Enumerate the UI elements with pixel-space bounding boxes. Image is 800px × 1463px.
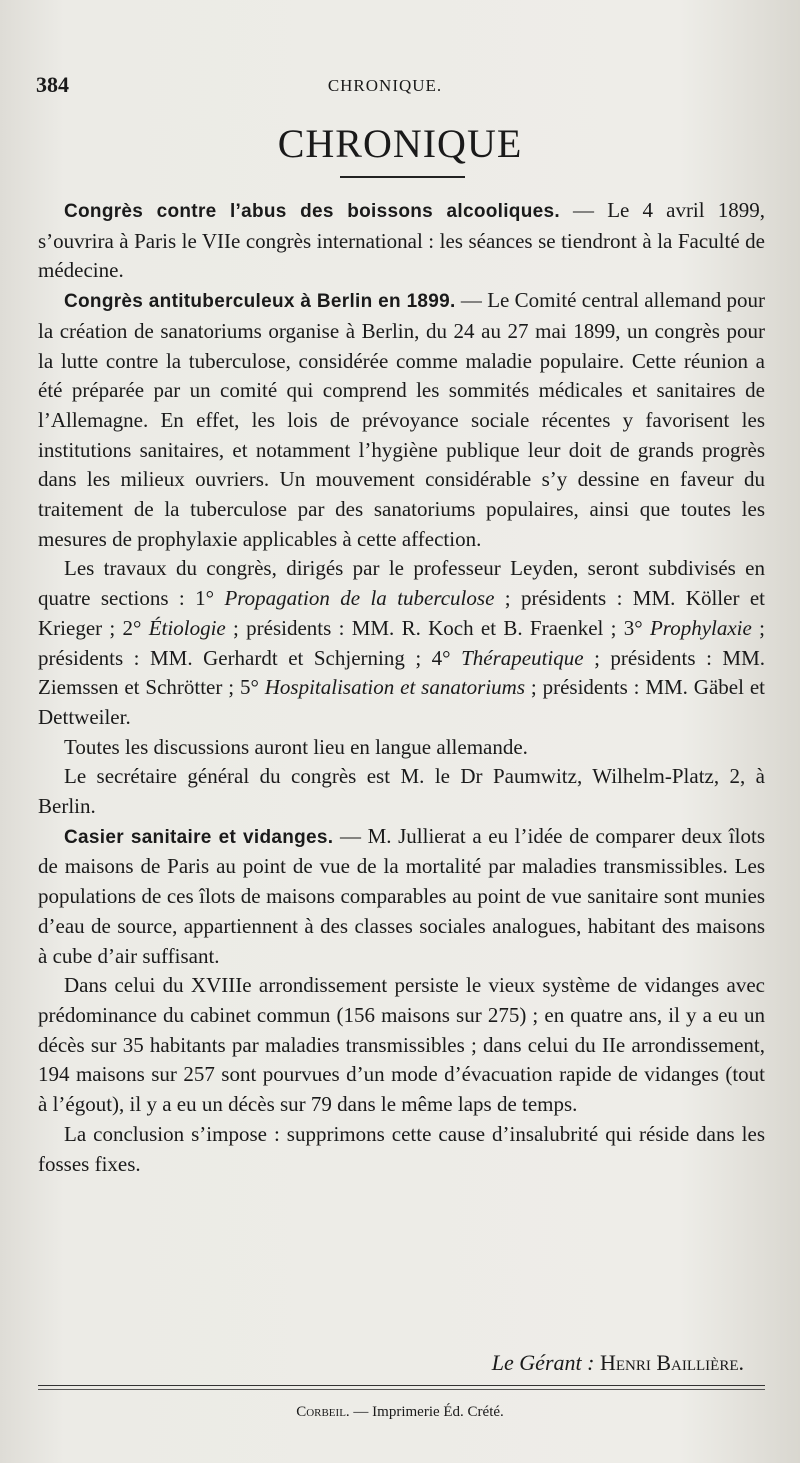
text-run: ; présidents : MM. Ziemssen et Schrötter ; 5° bbox=[38, 645, 765, 700]
text-run: ; présidents : MM. Gerhardt et Schjerning ; 4° bbox=[38, 615, 765, 670]
imprint-city: Corbeil. bbox=[296, 1404, 350, 1420]
text-run: ; présidents : MM. Gäbel et Dettweiler. bbox=[38, 675, 765, 729]
imprint bbox=[0, 1404, 800, 1421]
paragraph-lead: Congrès antituberculeux à Berlin en 1899. bbox=[64, 291, 456, 313]
paragraph-text: — Le 4 avril 1899, s’ouvrira à Paris le VIIe congrès international : les séances se tiendront à la Faculté de médecine. bbox=[38, 198, 765, 283]
italic-run: Hospitalisation et sanatoriums bbox=[264, 675, 526, 700]
text-run: Les travaux du congrès, dirigés par le professeur Leyden, seront subdivisés en quatre sections : 1° bbox=[38, 556, 765, 611]
paragraph-text: — Le Comité central allemand pour la création de sanatoriums organise à Berlin, du 24 au 27 mai 1899, un congrès pour la lutte contre la tuberculose, considérée comme maladie populaire. Cette réunion a été préparée par un comité qui comprend les sommités médicales et sanitaires de l’Allemagne. En effet, les lois de prévoyance sociale récentes y favorisent les institutions sanitaires, et notamment l’hygiène publique leur doit de grands progrès dans les milieux ouvriers. Un mouvement considérable s’y dessine en faveur du traitement de la tuberculose par des sanatoriums populaires, ainsi que toutes les mesures de prophylaxie applicables à cette affection. bbox=[38, 288, 765, 551]
paragraph-xviii: Dans celui du XVIIIe arrondissement persiste le vieux système de vidanges avec prédominance du cabinet commun (156 maisons sur 275) ; en quatre ans, il y a eu un décès sur 35 habitants par maladies transmissibles ; dans celui du IIe arrondissement, 194 maisons sur 257 sont pourvues d’un mode d’évacuation rapide de vidanges (tout à l’égout), il y a eu un décès sur 79 dans le même laps de temps. bbox=[38, 973, 765, 1117]
text-run: ; présidents : MM. R. Koch et B. Fraenkel ; 3° bbox=[225, 615, 650, 640]
italic-run: Prophylaxie bbox=[649, 615, 752, 640]
italic-run: Thérapeutique bbox=[461, 645, 584, 670]
running-head bbox=[30, 72, 740, 102]
page-number: 384 bbox=[36, 72, 69, 97]
signature bbox=[492, 1350, 744, 1376]
imprint-text: — Imprimerie Éd. Crété. bbox=[349, 1404, 504, 1420]
paragraph-sections bbox=[38, 554, 765, 732]
title-rule bbox=[340, 176, 465, 178]
bottom-rule bbox=[38, 1385, 765, 1386]
paragraph-lead: Congrès contre l’abus des boissons alcooliques. bbox=[64, 201, 560, 222]
paragraph-langue: Toutes les discussions auront lieu en langue allemande. bbox=[64, 734, 528, 759]
paragraph-text: — M. Jullierat a eu l’idée de comparer deux îlots de maisons de Paris au point de vue de la mortalité par maladies transmissibles. Les populations de ces îlots de maisons comparables au point de vue sanitaire sont munies d’eau de source, appartiennent à des classes sociales analogues, habitant des maisons à cube d’air suffisant. bbox=[38, 823, 765, 968]
italic-run: Propagation de la tuberculose bbox=[224, 586, 495, 611]
section-title: CHRONIQUE bbox=[277, 121, 523, 166]
paragraph-secretaire: Le secrétaire général du congrès est M. le Dr Paumwitz, Wilhelm-Platz, 2, à Berlin. bbox=[38, 764, 765, 819]
bottom-rule-secondary bbox=[38, 1389, 765, 1390]
signature-name: Henri Baillière. bbox=[599, 1350, 744, 1375]
paragraph-casier bbox=[38, 822, 765, 972]
italic-run: Étiologie bbox=[148, 615, 226, 640]
article-body bbox=[38, 196, 765, 1179]
paragraph-lead: Casier sanitaire et vidanges. bbox=[64, 826, 334, 848]
text-run: ; présidents : MM. Köller et Krieger ; 2° bbox=[38, 586, 765, 640]
signature-label: Le Gérant : bbox=[491, 1350, 595, 1375]
paragraph-alcool bbox=[38, 196, 765, 286]
paragraph-conclusion: La conclusion s’impose : supprimons cette cause d’insalubrité qui réside dans les fosses fixes. bbox=[38, 1121, 765, 1176]
running-title: CHRONIQUE. bbox=[327, 76, 443, 95]
paragraph-berlin bbox=[38, 286, 765, 554]
